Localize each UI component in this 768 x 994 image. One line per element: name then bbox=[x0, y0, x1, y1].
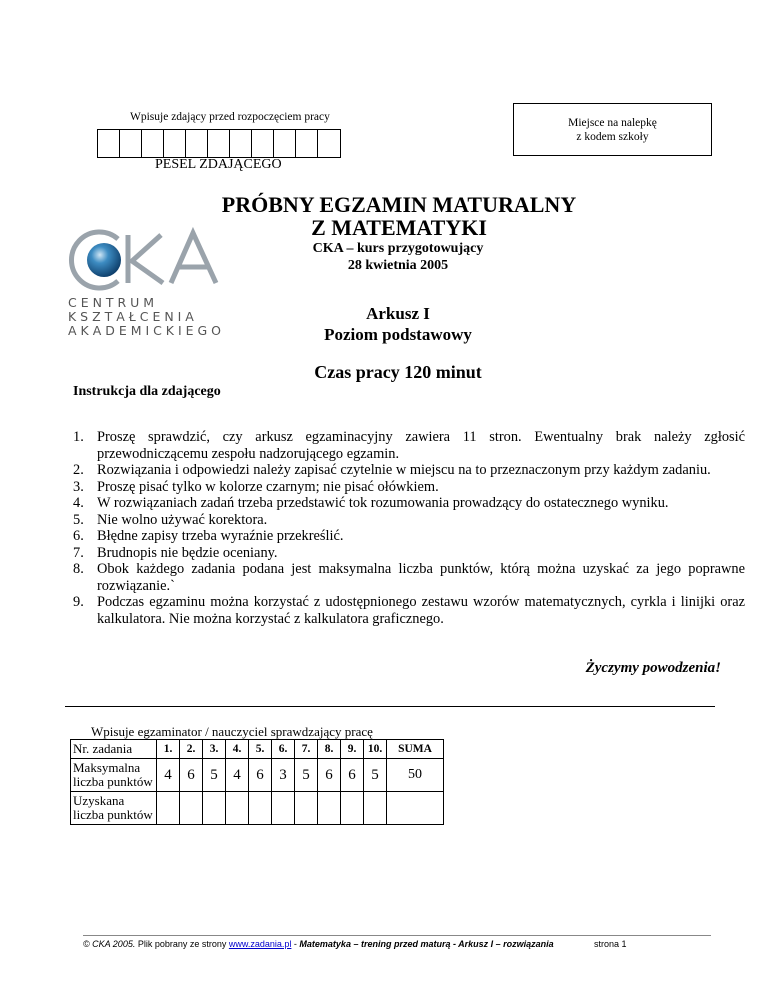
max-points-row bbox=[71, 759, 444, 792]
pesel-digit-box[interactable] bbox=[208, 130, 230, 157]
max-points-cell: 6 bbox=[249, 759, 272, 792]
obtained-points-cell[interactable] bbox=[180, 792, 203, 825]
max-points-cell: 6 bbox=[318, 759, 341, 792]
sum-label: SUMA bbox=[387, 740, 444, 759]
pesel-input-boxes[interactable] bbox=[97, 129, 341, 158]
pesel-digit-box[interactable] bbox=[164, 130, 186, 157]
max-points-cell: 4 bbox=[226, 759, 249, 792]
task-number: 2. bbox=[180, 740, 203, 759]
obtained-points-cell[interactable] bbox=[249, 792, 272, 825]
obtained-points-cell[interactable] bbox=[203, 792, 226, 825]
max-points-cell: 5 bbox=[364, 759, 387, 792]
instruction-item: 7. Brudnopis nie będzie oceniany. bbox=[73, 544, 278, 561]
task-number: 6. bbox=[272, 740, 295, 759]
instructions-heading: Instrukcja dla zdającego bbox=[73, 384, 221, 399]
pesel-digit-box[interactable] bbox=[230, 130, 252, 157]
divider bbox=[65, 706, 715, 707]
instruction-item: 1. Proszę sprawdzić, czy arkusz egzaminacyjny zawiera 11 stron. Ewentualny brak należy zgłosić przewodniczącemu zespołu nadzorującego egzamin. bbox=[73, 429, 745, 462]
instruction-item: 4. W rozwiązaniach zadań trzeba przedstawić tok rozumowania prowadzący do ostatecznego wyniku. bbox=[73, 495, 669, 511]
obtained-points-cell[interactable] bbox=[272, 792, 295, 825]
pesel-digit-box[interactable] bbox=[120, 130, 142, 157]
obtained-points-cell[interactable] bbox=[364, 792, 387, 825]
footer-text bbox=[83, 939, 554, 949]
instruction-item: 8. Obok każdego zadania podana jest maksymalna liczba punktów, którą można uzyskać za jego poprawne rozwiązanie.` bbox=[73, 561, 745, 594]
logo-line-3: A K A D E M I C K I E G O bbox=[68, 323, 222, 338]
max-points-cell: 6 bbox=[341, 759, 364, 792]
task-number: 1. bbox=[157, 740, 180, 759]
footer-source: Plik pobrany ze strony bbox=[135, 939, 229, 949]
pesel-digit-box[interactable] bbox=[296, 130, 318, 157]
instruction-item: 5. Nie wolno używać korektora. bbox=[73, 511, 268, 528]
max-points-label: Maksymalna liczba punktów bbox=[71, 759, 157, 792]
exam-title-line-2: Z MATEMATYKI bbox=[311, 215, 487, 240]
exam-level: Poziom podstawowy bbox=[324, 325, 472, 344]
instruction-item: 3. Proszę pisać tylko w kolorze czarnym; nie pisać ołówkiem. bbox=[73, 478, 439, 495]
task-number: 7. bbox=[295, 740, 318, 759]
instruction-item: 9. Podczas egzaminu można korzystać z udostępnionego zestawu wzorów matematycznych, cyrkla i linijki oraz kalkulatora. Nie można korzystać z kalkulatora graficznego. bbox=[73, 594, 745, 627]
obtained-points-cell[interactable] bbox=[341, 792, 364, 825]
task-number-label: Nr. zadania bbox=[71, 740, 157, 759]
pesel-caption: Wpisuje zdający przed rozpoczęciem pracy bbox=[130, 111, 330, 123]
task-number: 3. bbox=[203, 740, 226, 759]
pesel-digit-box[interactable] bbox=[186, 130, 208, 157]
pesel-label: PESEL ZDAJĄCEGO bbox=[155, 157, 282, 172]
pesel-digit-box[interactable] bbox=[318, 130, 340, 157]
max-points-cell: 5 bbox=[203, 759, 226, 792]
school-sticker-box bbox=[513, 103, 712, 156]
score-table bbox=[70, 739, 444, 825]
footer-separator: - bbox=[291, 939, 300, 949]
max-points-cell: 5 bbox=[295, 759, 318, 792]
logo-line-1: C E N T R U M bbox=[68, 295, 155, 310]
instruction-item: 2. Rozwiązania i odpowiedzi należy zapisać czytelnie w miejscu na to przeznaczonym przy każdym zadaniu. bbox=[73, 462, 711, 478]
good-luck-message: Życzymy powodzenia! bbox=[585, 660, 721, 676]
pesel-digit-box[interactable] bbox=[252, 130, 274, 157]
obtained-sum-cell[interactable] bbox=[387, 792, 444, 825]
obtained-points-row bbox=[71, 792, 444, 825]
exam-duration: Czas pracy 120 minut bbox=[314, 362, 482, 382]
footer-title: Matematyka – trening przed maturą - Arkusz I – rozwiązania bbox=[299, 939, 554, 949]
task-number: 10. bbox=[364, 740, 387, 759]
obtained-points-cell[interactable] bbox=[226, 792, 249, 825]
footer-divider bbox=[83, 935, 711, 936]
sheet-number: Arkusz I bbox=[366, 304, 430, 323]
sticker-line-1: Miejsce na nalepkę bbox=[568, 116, 657, 129]
page-number: strona 1 bbox=[594, 939, 627, 949]
obtained-points-cell[interactable] bbox=[318, 792, 341, 825]
max-points-cell: 6 bbox=[180, 759, 203, 792]
pesel-digit-box[interactable] bbox=[142, 130, 164, 157]
task-number: 9. bbox=[341, 740, 364, 759]
footer-link[interactable]: www.zadania.pl bbox=[228, 939, 292, 949]
max-points-cell: 3 bbox=[272, 759, 295, 792]
task-number: 4. bbox=[226, 740, 249, 759]
footer-copyright: © CKA 2005. bbox=[83, 939, 136, 949]
instruction-item: 6. Błędne zapisy trzeba wyraźnie przekreślić. bbox=[73, 528, 344, 544]
exam-subtitle-course: CKA – kurs przygotowujący bbox=[312, 241, 484, 256]
max-points-cell: 4 bbox=[157, 759, 180, 792]
max-sum-cell: 50 bbox=[387, 759, 444, 792]
pesel-digit-box[interactable] bbox=[274, 130, 296, 157]
instructions-list bbox=[73, 429, 745, 627]
pesel-digit-box[interactable] bbox=[98, 130, 120, 157]
logo-line-2: K S Z T A Ł C E N I A bbox=[68, 309, 194, 324]
score-table-caption: Wpisuje egzaminator / nauczyciel sprawdzający pracę bbox=[91, 724, 373, 739]
score-table-header-row bbox=[71, 740, 444, 759]
sticker-line-2: z kodem szkoły bbox=[576, 130, 649, 143]
obtained-points-cell[interactable] bbox=[157, 792, 180, 825]
obtained-points-cell[interactable] bbox=[295, 792, 318, 825]
task-number: 5. bbox=[249, 740, 272, 759]
exam-date: 28 kwietnia 2005 bbox=[347, 258, 449, 273]
obtained-points-label: Uzyskana liczba punktów bbox=[71, 792, 157, 825]
exam-title-line-1: PRÓBNY EGZAMIN MATURALNY bbox=[221, 192, 577, 217]
task-number: 8. bbox=[318, 740, 341, 759]
